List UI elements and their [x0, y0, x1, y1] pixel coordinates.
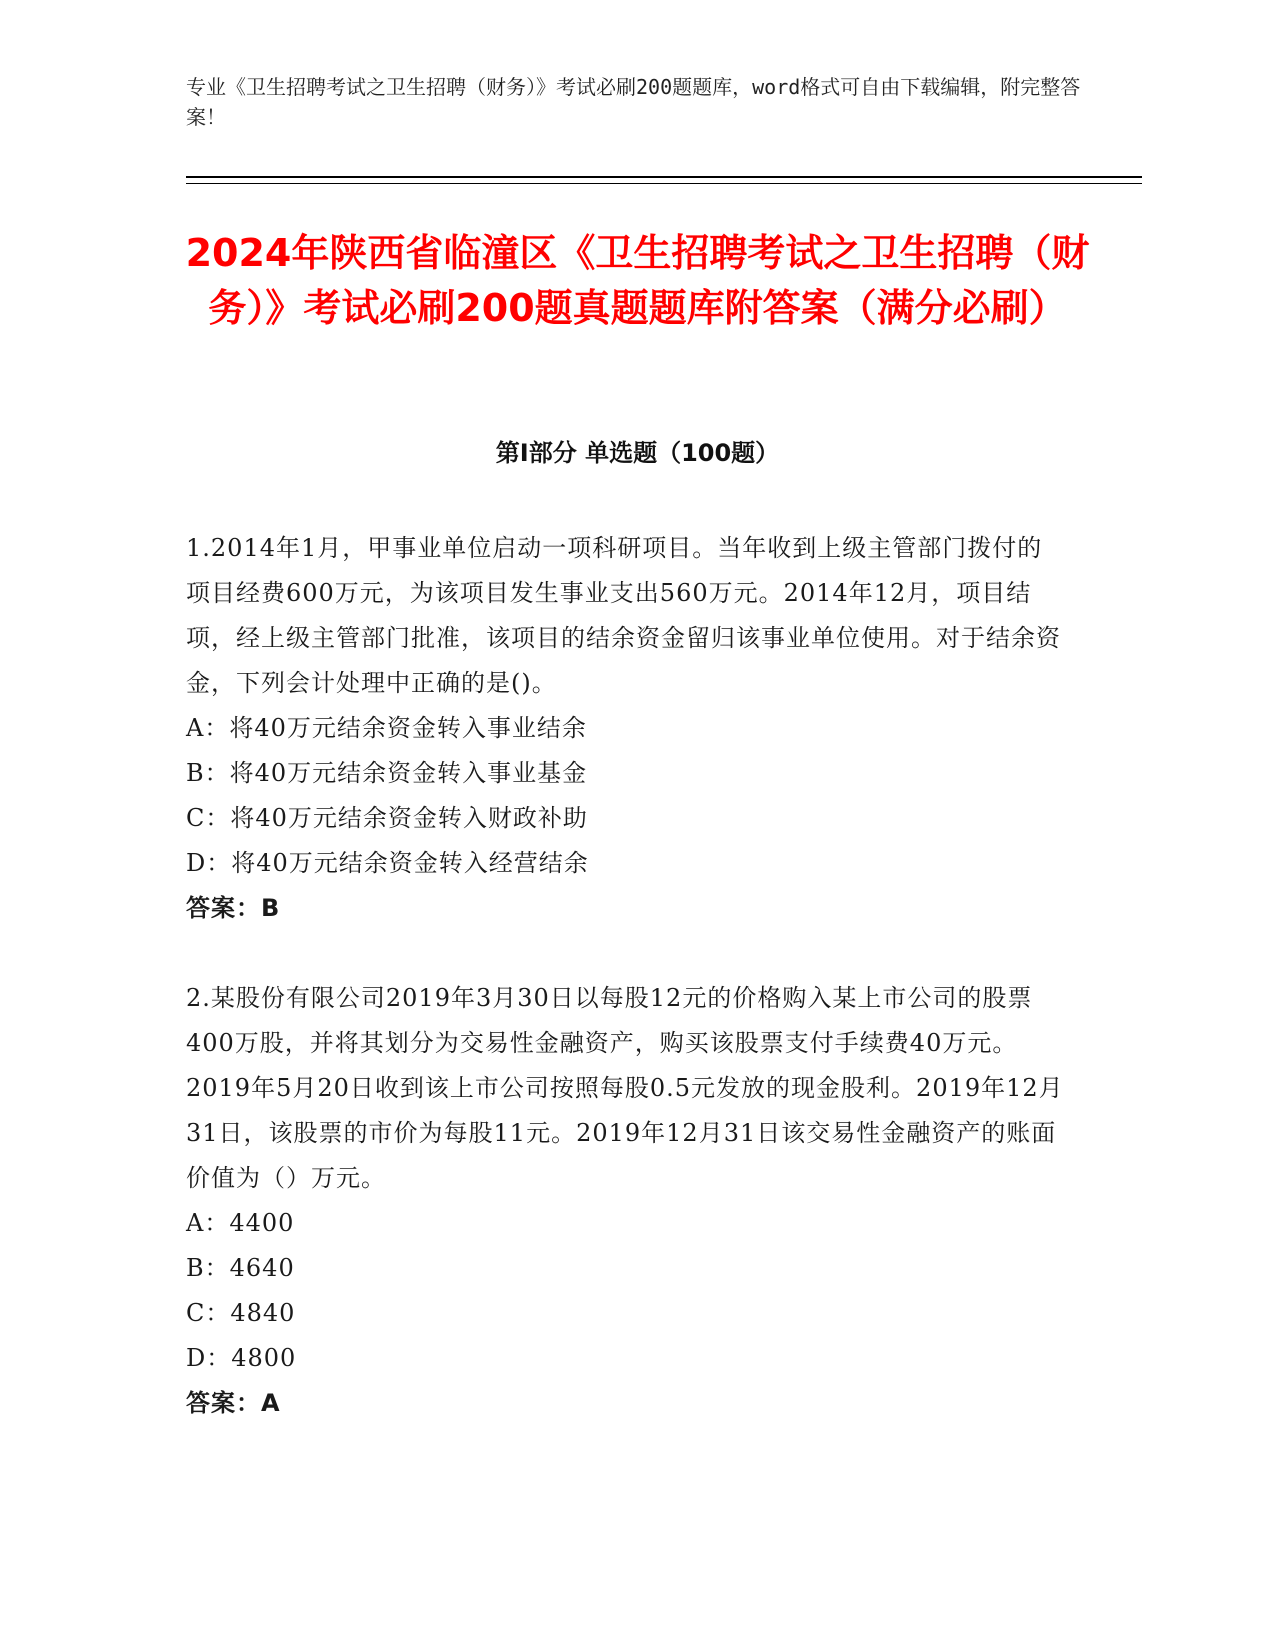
question-1: [186, 526, 1066, 931]
option-c: C：将40万元结余资金转入财政补助: [186, 804, 588, 832]
question-stem: 2.某股份有限公司2019年3月30日以每股12元的价格购入某上市公司的股票400万股，并将其划分为交易性金融资产，购买该股票支付手续费40万元。2019年5月20日收到该上市公司按照每股0.5元发放的现金股利。2019年12月31日，该股票的市价为每股11元。2019年12月31日该交易性金融资产的账面价值为（）万元。: [186, 984, 1064, 1192]
header-divider-thick: [186, 176, 1142, 178]
question-2: [186, 976, 1066, 1426]
question-stem: 1.2014年1月，甲事业单位启动一项科研项目。当年收到上级主管部门拨付的项目经费600万元，为该项目发生事业支出560万元。2014年12月，项目结项，经上级主管部门批准，该项目的结余资金留归该事业单位使用。对于结余资金，下列会计处理中正确的是()。: [186, 534, 1061, 697]
answer: 答案：A: [186, 1389, 281, 1417]
document-title: 2024年陕西省临潼区《卫生招聘考试之卫生招聘（财务）》考试必刷200题真题题库附答案（满分必刷）: [185, 231, 1090, 330]
option-b: B：将40万元结余资金转入事业基金: [186, 759, 588, 787]
option-b: B：4640: [186, 1254, 295, 1282]
header-note: 专业《卫生招聘考试之卫生招聘（财务）》考试必刷200题题库，word格式可自由下载编辑，附完整答案！: [186, 75, 1081, 129]
option-d: D：将40万元结余资金转入经营结余: [186, 849, 589, 877]
option-d: D：4800: [186, 1344, 297, 1372]
option-a: A：将40万元结余资金转入事业结余: [186, 714, 587, 742]
option-c: C：4840: [186, 1299, 296, 1327]
option-a: A：4400: [186, 1209, 295, 1237]
section-title: 第I部分 单选题（100题）: [495, 439, 780, 467]
answer: 答案：B: [186, 894, 281, 922]
header-divider-thin: [186, 183, 1142, 184]
